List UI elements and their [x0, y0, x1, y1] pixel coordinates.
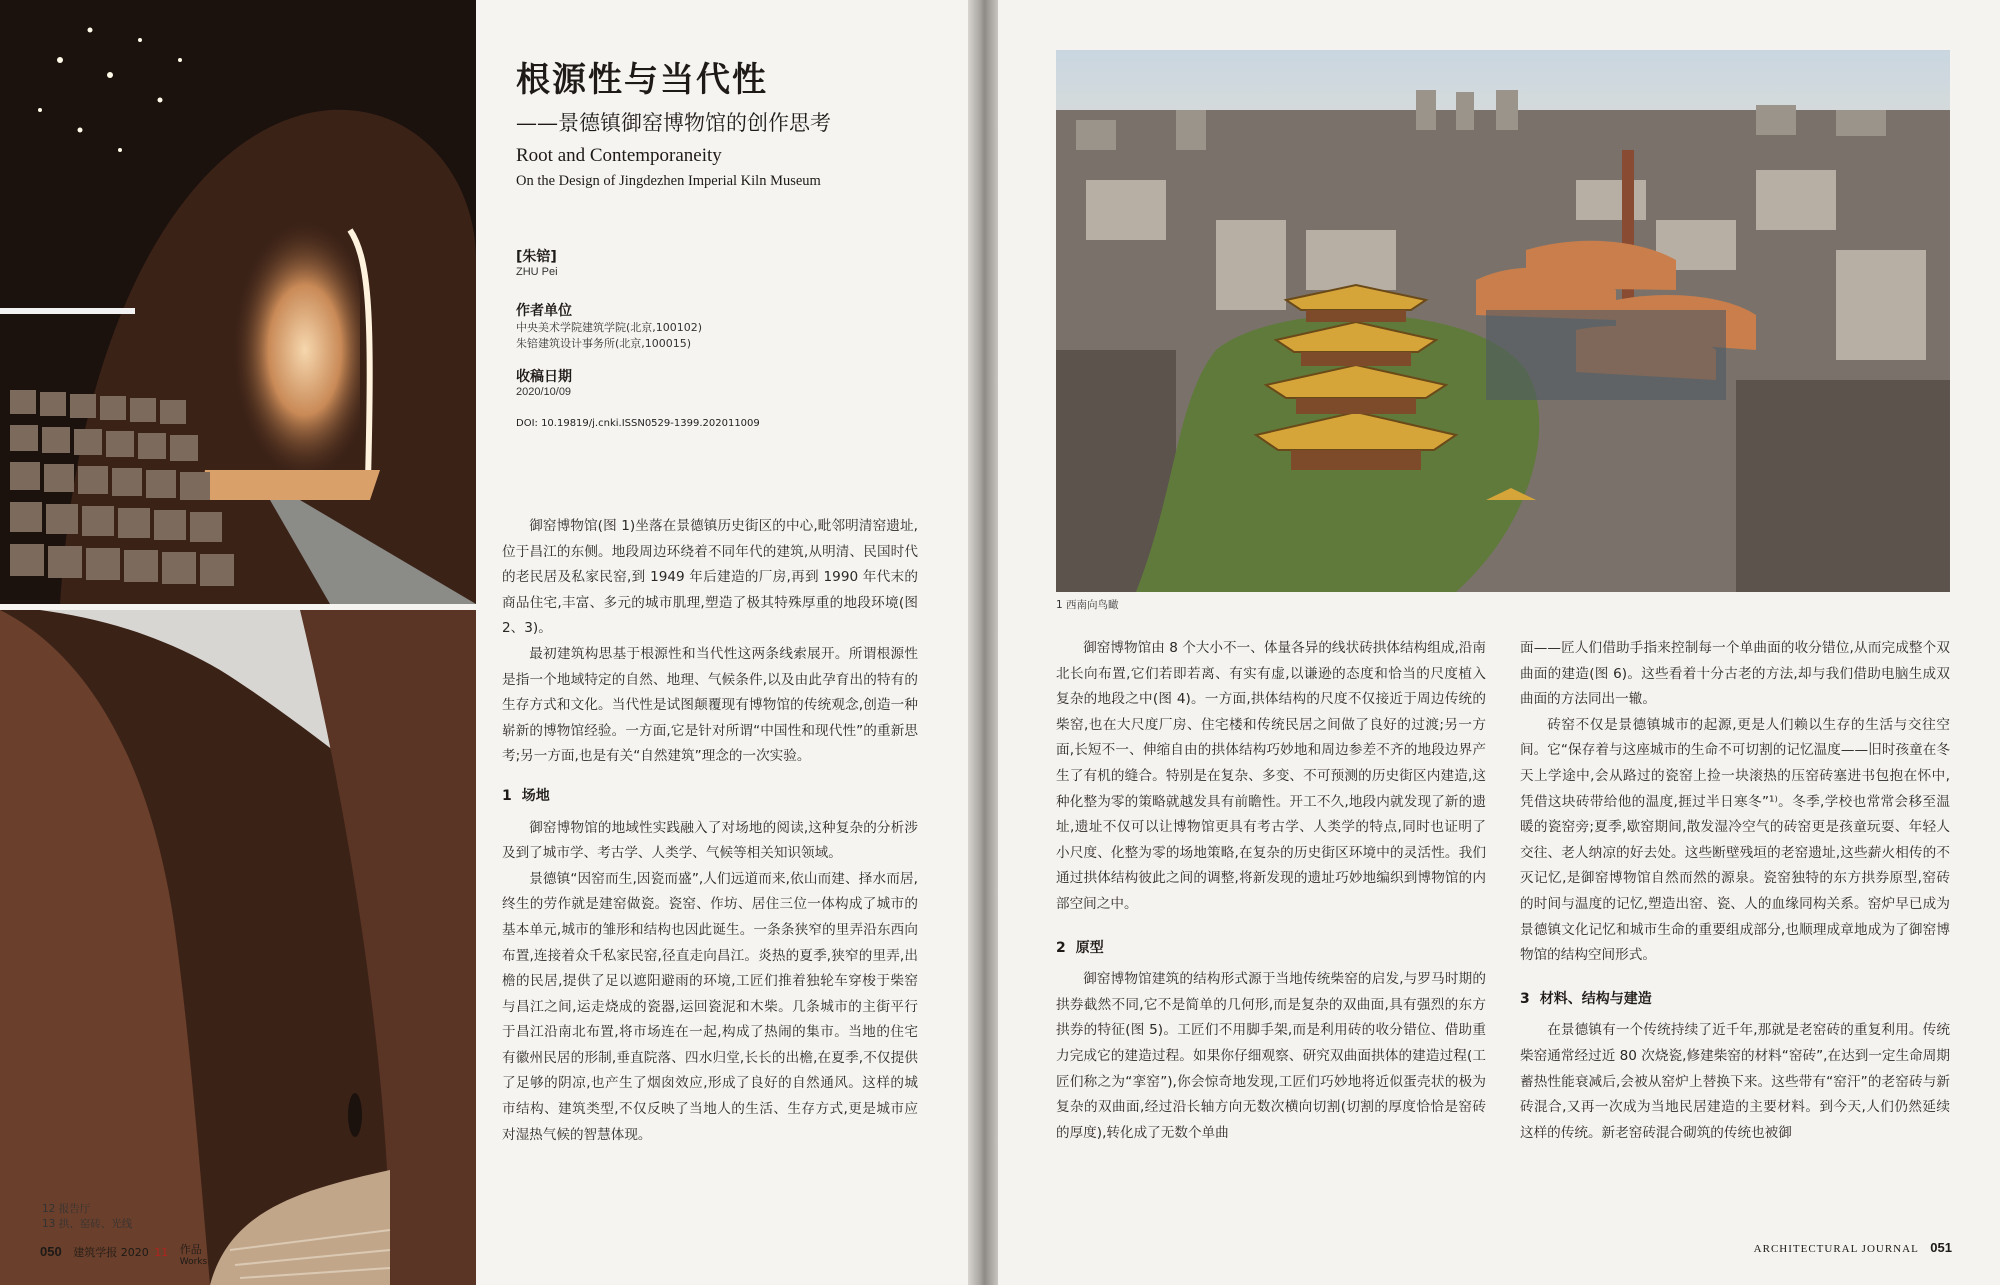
affiliation-block [516, 300, 936, 352]
right-page [998, 0, 2000, 1285]
col2-paragraph-2: 砖窑不仅是景德镇城市的起源,更是人们赖以生存的生活与交往空间。它“保存着与这座城市的生命不可切割的记忆温度——旧时孩童在冬天上学途中,会从路过的瓷窑上捡一块滚热的压窑砖塞进书包抱在怀中,凭借这块砖带给他的温度,捱过半日寒冬”¹⁾。冬季,学校也常常会移至温暖的瓷窑旁;夏季,歇窑期间,散发湿冷空气的砖窑更是孩童玩耍、年轻人交往、老人纳凉的好去处。这些断壁残垣的老窑遗址,这些薪火相传的不灭记忆,是御窑博物馆自然而然的源泉。瓷窑独特的东方拱券原型,窑砖的时间与温度的记忆,塑造出窑、瓷、人的血缘同构关系。窑炉早已成为景德镇文化记忆和城市生命的重要组成部分,也顺理成章地成为了御窑博物馆的结构空间形式。 [1520, 716, 1950, 964]
doi: DOI: 10.19819/j.cnki.ISSN0529-1399.202011009 [516, 418, 760, 429]
section-1-number: 1 [502, 787, 512, 804]
affiliation-line-2: 朱锫建筑设计事务所(北京,100015) [516, 337, 692, 350]
intro-paragraph-1: 御窑博物馆(图 1)坐落在景德镇历史街区的中心,毗邻明清窑遗址,位于昌江的东侧。地段周边环绕着不同年代的建筑,从明清、民国时代的老民居及私家民窑,到 1949 年后建造的厂房,再到 1990 年代末的商品住宅,丰富、多元的城市肌理,塑造了极其特殊厚重的地段环境(图 2、3)。 [502, 518, 918, 637]
intro-paragraph-2: 最初建筑构思基于根源性和当代性这两条线索展开。所谓根源性是指一个地域特定的自然、地理、气候条件,以及由此孕育出的特有的生存方式和文化。当代性是试图颠覆现有博物馆的传统观念,创造一种崭新的博物馆经验。一方面,它是针对所谓“中国性和现代性”的重新思考;另一方面,也是有关“自然建筑”理念的一次实验。 [502, 645, 918, 765]
article-title-block [516, 52, 936, 190]
caption-12: 12 报告厅 [42, 1203, 91, 1215]
right-journal-name: ARCHITECTURAL JOURNAL [1753, 1243, 1919, 1255]
left-page [0, 0, 968, 1285]
section-1-title: 场地 [521, 787, 550, 804]
affiliation-label: 作者单位 [516, 303, 572, 319]
left-issue-number: 11 [154, 1246, 169, 1259]
received-date: 2020/10/09 [516, 386, 572, 398]
col2-paragraph-1: 面——匠人们借助手指来控制每一个单曲面的收分错位,从而完成整个双曲面的建造(图 6)。这些看着十分古老的方法,却与我们借助电脑生成双曲面的方法同出一辙。 [1520, 640, 1950, 708]
spine-gutter [968, 0, 998, 1285]
arch-illustration [0, 610, 476, 1285]
left-body-text [502, 514, 918, 1148]
section-2-paragraph-1: 御窑博物馆建筑的结构形式源于当地传统柴窑的启发,与罗马时期的拱券截然不同,它不是简单的几何形,而是复杂的双曲面,具有强烈的东方拱券的特征(图 5)。工匠们不用脚手架,而是利用砖的收分错位、借助重力完成它的建造过程。如果你仔细观察、研究双曲面拱体的建造过程(工匠们称之为“挛窑”),你会惊奇地发现,工匠们巧妙地将近似蛋壳状的极为复杂的双曲面,经过沿长轴方向无数次横向切割(切割的厚度恰恰是窑砖的厚度),转化成了无数个单曲 [1056, 971, 1486, 1141]
left-section-en: Works [179, 1257, 208, 1267]
section-3-title: 材料、结构与建造 [1539, 990, 1652, 1007]
auditorium-illustration [0, 0, 476, 604]
section-3-heading [1520, 987, 1950, 1013]
aerial-view-photo [1056, 50, 1950, 592]
aerial-illustration [1056, 50, 1950, 592]
author-block [516, 246, 936, 278]
right-body-column-2 [1520, 636, 1950, 1146]
left-journal-name: 建筑学报 2020 [73, 1246, 149, 1259]
article-title-cn: 根源性与当代性 [516, 60, 768, 100]
right-page-number: 051 [1930, 1240, 1952, 1255]
figure-captions-12-13 [42, 1202, 132, 1232]
author-name-en: ZHU Pei [516, 266, 558, 278]
col1-paragraph-1: 御窑博物馆由 8 个大小不一、体量各异的线状砖拱体结构组成,沿南北长向布置,它们若即若离、有实有虚,以谦逊的态度和恰当的尺度植入复杂的地段之中(图 4)。一方面,拱体结构的尺度不仅接近于周边传统的柴窑,也在大尺度厂房、住宅楼和传统民居之间做了良好的过渡;另一方面,长短不一、伸缩自由的拱体结构巧妙地和周边参差不齐的地段边界产生了有机的缝合。特别是在复杂、多变、不可预测的历史街区内建造,这种化整为零的策略就越发具有前瞻性。开工不久,地段内就发现了新的遗址,遗址不仅可以让博物馆更具有考古学、人类学的特点,同时也证明了小尺度、化整为零的场地策略,在复杂的历史街区环境中的灵活性。我们通过拱体结构彼此之间的调整,将新发现的遗址巧妙地编织到博物馆的内部空间之中。 [1056, 640, 1486, 912]
left-section-tag [180, 1244, 207, 1268]
arch-corridor-photo [0, 610, 476, 1285]
caption-13: 13 拱、窑砖、光线 [42, 1218, 133, 1230]
affiliation-line-1: 中央美术学院建筑学院(北京,100102) [516, 321, 703, 334]
section-2-heading [1056, 936, 1486, 962]
caption-1: 1 西南向鸟瞰 [1056, 599, 1119, 611]
section-1-heading [502, 784, 918, 810]
right-body-column-1 [1056, 636, 1486, 1146]
section-2-number: 2 [1056, 939, 1066, 956]
right-folio [1754, 1240, 1952, 1255]
left-section-cn: 作品 [179, 1243, 202, 1256]
received-block [516, 366, 936, 398]
received-label: 收稿日期 [516, 369, 572, 385]
section-3-number: 3 [1520, 990, 1530, 1007]
section-2-title: 原型 [1075, 939, 1104, 956]
section-3-paragraph-1: 在景德镇有一个传统持续了近千年,那就是老窑砖的重复利用。传统柴窑通常经过近 80 次烧瓷,修建柴窑的材料“窑砖”,在达到一定生命周期蓄热性能衰减后,会被从窑炉上替换下来。这些带有“窑汗”的老窑砖与新砖混合,又再一次成为当地民居建造的主要材料。到今天,人们仍然延续这样的传统。新老窑砖混合砌筑的传统也被御 [1520, 1022, 1950, 1141]
left-page-number: 050 [40, 1244, 62, 1259]
article-title-en: Root and Contemporaneity [516, 145, 722, 166]
section-1-paragraph-2: 景德镇“因窑而生,因瓷而盛”,人们远道而来,依山而建、择水而居,终生的劳作就是建窑做瓷。瓷窑、作坊、居住三位一体构成了城市的基本单元,城市的雏形和结构也因此诞生。一条条狭窄的里弄沿东西向布置,连接着众千私家民窑,径直走向昌江。炎热的夏季,狭窄的里弄,出檐的民居,提供了足以遮阳避雨的环境,工匠们推着独轮车穿梭于柴窑与昌江之间,运走烧成的瓷器,运回瓷泥和木柴。几条城市的主街平行于昌江沿南北布置,将市场连在一起,构成了热闹的集市。当地的住宅有徽州民居的形制,垂直院落、四水归堂,长长的出檐,在夏季,不仅提供了足够的阴凉,也产生了烟囱效应,形成了良好的自然通风。这样的城市结构、建筑类型,不仅反映了当地人的生活、生存方式,更是城市应对湿热气候的智慧体现。 [502, 870, 918, 1143]
author-name-cn: [朱锫] [516, 249, 557, 265]
section-1-paragraph-1: 御窑博物馆的地域性实践融入了对场地的阅读,这种复杂的分析涉及到了城市学、考古学、人类学、气候等相关知识领域。 [502, 819, 918, 862]
article-subtitle-en: On the Design of Jingdezhen Imperial Kiln Museum [516, 173, 821, 189]
article-subtitle-cn: ——景德镇御窑博物馆的创作思考 [516, 111, 831, 135]
left-folio [40, 1244, 207, 1268]
auditorium-photo [0, 0, 476, 604]
